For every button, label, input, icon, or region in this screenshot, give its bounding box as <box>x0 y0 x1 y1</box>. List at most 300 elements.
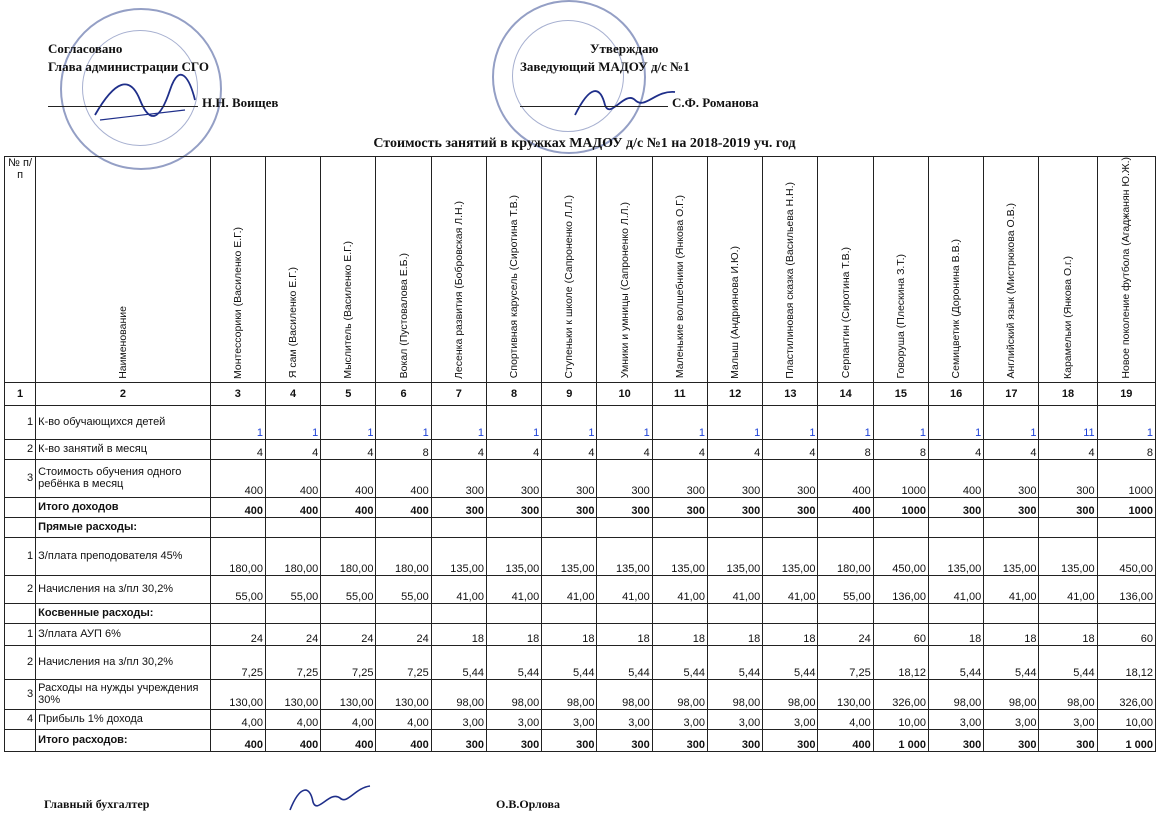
value-cell: 24 <box>265 623 320 645</box>
value-cell: 55,00 <box>265 575 320 603</box>
value-cell <box>210 517 265 537</box>
approval-block-right <box>520 40 759 112</box>
value-cell <box>652 517 707 537</box>
value-cell: 130,00 <box>210 679 265 709</box>
col-header-3 <box>210 157 265 383</box>
col-header-14 <box>818 157 873 383</box>
value-cell: 136,00 <box>873 575 928 603</box>
value-cell: 300 <box>1039 729 1097 751</box>
value-cell: 400 <box>265 497 320 517</box>
value-cell <box>873 603 928 623</box>
row-name-cell: Стоимость обучения одного ребёнка в месяц <box>36 459 211 497</box>
value-cell: 98,00 <box>431 679 486 709</box>
value-cell: 300 <box>763 729 818 751</box>
value-cell: 300 <box>431 459 486 497</box>
col-header-5 <box>321 157 376 383</box>
col-header-text: Маленькие волшебники (Янкова О.Г.) <box>673 195 686 379</box>
value-cell: 1 <box>873 405 928 439</box>
col-header-13 <box>763 157 818 383</box>
value-cell <box>597 603 652 623</box>
table-row <box>5 709 1156 729</box>
table-row <box>5 459 1156 497</box>
value-cell: 7,25 <box>321 645 376 679</box>
col-header-text: Спортивная карусель (Сиротина Т.В.) <box>508 195 521 379</box>
table-row <box>5 729 1156 751</box>
agreed-label: Согласовано <box>48 41 123 56</box>
row-name-cell: К-во занятий в месяц <box>36 439 211 459</box>
value-cell <box>321 517 376 537</box>
value-cell: 4 <box>486 439 541 459</box>
value-cell: 1000 <box>873 497 928 517</box>
column-number-cell: 15 <box>873 382 928 405</box>
table-row <box>5 497 1156 517</box>
value-cell <box>486 517 541 537</box>
value-cell: 400 <box>321 497 376 517</box>
column-number-cell: 1 <box>5 382 36 405</box>
value-cell: 180,00 <box>210 537 265 575</box>
column-number-cell: 11 <box>652 382 707 405</box>
column-number-cell: 2 <box>36 382 211 405</box>
value-cell: 4 <box>542 439 597 459</box>
value-cell: 4,00 <box>376 709 431 729</box>
col-header-18 <box>1039 157 1097 383</box>
value-cell: 3,00 <box>1039 709 1097 729</box>
value-cell <box>984 603 1039 623</box>
value-cell: 300 <box>652 459 707 497</box>
col-header-text: Новое поколение футбола (Агаджанян Ю.Ж.) <box>1120 157 1133 379</box>
value-cell: 1000 <box>873 459 928 497</box>
value-cell: 98,00 <box>707 679 762 709</box>
value-cell: 41,00 <box>486 575 541 603</box>
value-cell: 400 <box>265 459 320 497</box>
value-cell: 300 <box>486 459 541 497</box>
value-cell: 4 <box>321 439 376 459</box>
agreed-position: Глава администрации СГО <box>48 59 209 74</box>
value-cell <box>763 603 818 623</box>
value-cell: 300 <box>542 459 597 497</box>
value-cell: 1000 <box>1097 497 1155 517</box>
value-cell: 8 <box>873 439 928 459</box>
value-cell: 4,00 <box>321 709 376 729</box>
value-cell: 300 <box>1039 497 1097 517</box>
value-cell: 450,00 <box>873 537 928 575</box>
column-number-cell: 10 <box>597 382 652 405</box>
value-cell <box>431 603 486 623</box>
value-cell: 41,00 <box>707 575 762 603</box>
value-cell <box>431 517 486 537</box>
row-name-cell: Косвенные расходы: <box>36 603 211 623</box>
value-cell: 300 <box>763 459 818 497</box>
value-cell: 5,44 <box>707 645 762 679</box>
value-cell: 300 <box>984 729 1039 751</box>
value-cell: 1 <box>763 405 818 439</box>
value-cell: 98,00 <box>1039 679 1097 709</box>
value-cell: 18 <box>542 623 597 645</box>
value-cell: 1 <box>984 405 1039 439</box>
value-cell: 4 <box>1039 439 1097 459</box>
value-cell: 135,00 <box>486 537 541 575</box>
approval-block-left <box>48 40 278 112</box>
row-name-cell: З/плата преподователя 45% <box>36 537 211 575</box>
value-cell: 7,25 <box>818 645 873 679</box>
table-row <box>5 537 1156 575</box>
value-cell: 4 <box>597 439 652 459</box>
table-row <box>5 575 1156 603</box>
col-header-15 <box>873 157 928 383</box>
value-cell: 18 <box>984 623 1039 645</box>
approve-label: Утверждаю <box>590 41 659 56</box>
column-number-cell: 16 <box>928 382 983 405</box>
signature-line-left <box>48 106 198 107</box>
table-row <box>5 679 1156 709</box>
value-cell: 18 <box>652 623 707 645</box>
value-cell: 7,25 <box>376 645 431 679</box>
col-header-text: Серпантин (Сиротина Т.В.) <box>839 247 852 379</box>
value-cell: 300 <box>652 497 707 517</box>
column-number-cell: 19 <box>1097 382 1155 405</box>
col-header-17 <box>984 157 1039 383</box>
column-number-cell: 5 <box>321 382 376 405</box>
value-cell: 1 <box>486 405 541 439</box>
value-cell: 135,00 <box>1039 537 1097 575</box>
value-cell: 98,00 <box>928 679 983 709</box>
value-cell: 24 <box>210 623 265 645</box>
row-name-cell: Расходы на нужды учреждения 30% <box>36 679 211 709</box>
value-cell: 130,00 <box>321 679 376 709</box>
value-cell: 3,00 <box>928 709 983 729</box>
value-cell: 7,25 <box>210 645 265 679</box>
value-cell: 300 <box>431 729 486 751</box>
value-cell <box>597 517 652 537</box>
row-index-cell: 3 <box>5 679 36 709</box>
value-cell: 4 <box>928 439 983 459</box>
value-cell: 400 <box>210 497 265 517</box>
value-cell: 98,00 <box>597 679 652 709</box>
value-cell: 4 <box>210 439 265 459</box>
row-name-cell: Начисления на з/пл 30,2% <box>36 575 211 603</box>
value-cell: 1 <box>818 405 873 439</box>
value-cell: 41,00 <box>928 575 983 603</box>
value-cell: 98,00 <box>763 679 818 709</box>
value-cell: 1 <box>431 405 486 439</box>
col-header-10 <box>597 157 652 383</box>
value-cell: 10,00 <box>873 709 928 729</box>
value-cell: 300 <box>928 497 983 517</box>
value-cell: 1 <box>928 405 983 439</box>
value-cell: 5,44 <box>984 645 1039 679</box>
col-header-text: Карамельки (Янкова О.г.) <box>1062 255 1075 379</box>
value-cell: 4 <box>707 439 762 459</box>
value-cell: 300 <box>542 497 597 517</box>
value-cell <box>818 517 873 537</box>
value-cell: 180,00 <box>818 537 873 575</box>
value-cell: 24 <box>818 623 873 645</box>
value-cell <box>763 517 818 537</box>
column-number-cell: 18 <box>1039 382 1097 405</box>
value-cell: 55,00 <box>321 575 376 603</box>
table-numbering-row <box>5 382 1156 405</box>
value-cell: 5,44 <box>763 645 818 679</box>
table-row <box>5 623 1156 645</box>
value-cell: 135,00 <box>984 537 1039 575</box>
value-cell: 8 <box>1097 439 1155 459</box>
value-cell: 300 <box>1039 459 1097 497</box>
value-cell: 300 <box>486 497 541 517</box>
value-cell: 130,00 <box>818 679 873 709</box>
signature-line-right <box>520 106 668 107</box>
col-header-text: Лесенка развития (Бобровская Л.Н.) <box>452 200 465 379</box>
row-name-cell: Прибыль 1% дохода <box>36 709 211 729</box>
agreed-name: Н.Н. Воищев <box>202 95 279 110</box>
value-cell <box>818 603 873 623</box>
value-cell: 41,00 <box>1039 575 1097 603</box>
value-cell: 1 <box>376 405 431 439</box>
column-number-cell: 13 <box>763 382 818 405</box>
value-cell: 1 <box>265 405 320 439</box>
value-cell: 7,25 <box>265 645 320 679</box>
column-number-cell: 9 <box>542 382 597 405</box>
value-cell <box>376 603 431 623</box>
value-cell: 98,00 <box>652 679 707 709</box>
row-index-cell: 1 <box>5 405 36 439</box>
col-header-name <box>36 157 211 383</box>
col-header-text: Монтессорики (Василенко Е.Г.) <box>231 226 244 379</box>
value-cell: 5,44 <box>597 645 652 679</box>
value-cell: 300 <box>707 729 762 751</box>
value-cell: 130,00 <box>376 679 431 709</box>
value-cell <box>542 603 597 623</box>
value-cell: 136,00 <box>1097 575 1155 603</box>
value-cell: 5,44 <box>1039 645 1097 679</box>
value-cell: 5,44 <box>431 645 486 679</box>
value-cell: 55,00 <box>210 575 265 603</box>
col-header-text: Английский язык (Мистрюкова О.В.) <box>1005 203 1018 379</box>
value-cell: 18 <box>928 623 983 645</box>
value-cell: 24 <box>376 623 431 645</box>
value-cell: 1000 <box>1097 459 1155 497</box>
value-cell: 135,00 <box>652 537 707 575</box>
value-cell: 4,00 <box>210 709 265 729</box>
value-cell: 5,44 <box>652 645 707 679</box>
col-header-12 <box>707 157 762 383</box>
value-cell: 1 <box>321 405 376 439</box>
value-cell <box>984 517 1039 537</box>
column-number-cell: 8 <box>486 382 541 405</box>
value-cell <box>1097 603 1155 623</box>
value-cell: 55,00 <box>818 575 873 603</box>
row-name-cell: Итого доходов <box>36 497 211 517</box>
value-cell <box>707 603 762 623</box>
table-header-row <box>5 157 1156 383</box>
col-header-text: Умники и умницы (Сапроненко Л.Л.) <box>618 202 631 379</box>
value-cell: 180,00 <box>265 537 320 575</box>
table-row <box>5 517 1156 537</box>
value-cell: 4 <box>984 439 1039 459</box>
value-cell: 4 <box>652 439 707 459</box>
table-row <box>5 405 1156 439</box>
value-cell: 400 <box>818 729 873 751</box>
value-cell: 1 <box>1097 405 1155 439</box>
row-name-cell: Итого расходов: <box>36 729 211 751</box>
value-cell: 135,00 <box>707 537 762 575</box>
value-cell: 1 000 <box>1097 729 1155 751</box>
value-cell <box>1039 517 1097 537</box>
value-cell <box>707 517 762 537</box>
cost-table <box>4 156 1156 752</box>
value-cell: 10,00 <box>1097 709 1155 729</box>
value-cell: 98,00 <box>984 679 1039 709</box>
value-cell: 326,00 <box>1097 679 1155 709</box>
row-index-cell <box>5 497 36 517</box>
value-cell: 4,00 <box>818 709 873 729</box>
table-row <box>5 645 1156 679</box>
value-cell: 300 <box>597 459 652 497</box>
col-header-text: Я сам (Василенко Е.Г.) <box>287 267 300 379</box>
value-cell: 400 <box>376 497 431 517</box>
col-header-text: Ступеньки к школе (Сапроненко Л.Л.) <box>563 195 576 379</box>
value-cell <box>486 603 541 623</box>
value-cell: 1 <box>707 405 762 439</box>
value-cell <box>210 603 265 623</box>
value-cell: 1 <box>542 405 597 439</box>
value-cell <box>265 517 320 537</box>
value-cell: 300 <box>431 497 486 517</box>
col-header-text: Семицветик (Доронина В.В.) <box>950 239 963 379</box>
value-cell: 450,00 <box>1097 537 1155 575</box>
chief-accountant-name: О.В.Орлова <box>496 797 560 811</box>
value-cell: 98,00 <box>486 679 541 709</box>
value-cell: 180,00 <box>321 537 376 575</box>
col-header-9 <box>542 157 597 383</box>
value-cell: 1 000 <box>873 729 928 751</box>
row-name-cell: Прямые расходы: <box>36 517 211 537</box>
value-cell: 300 <box>597 729 652 751</box>
col-header-no: № п/п <box>5 157 36 383</box>
document-title: Стоимость занятий в кружках МАДОУ д/с №1 на 2018-2019 уч. год <box>373 136 796 151</box>
value-cell: 4 <box>265 439 320 459</box>
value-cell: 55,00 <box>376 575 431 603</box>
column-number-cell: 6 <box>376 382 431 405</box>
value-cell: 24 <box>321 623 376 645</box>
value-cell: 300 <box>486 729 541 751</box>
value-cell: 135,00 <box>928 537 983 575</box>
column-number-cell: 17 <box>984 382 1039 405</box>
row-name-cell: Начисления на з/пл 30,2% <box>36 645 211 679</box>
value-cell: 1 <box>597 405 652 439</box>
chief-accountant-label: Главный бухгалтер <box>44 797 150 811</box>
value-cell: 300 <box>984 459 1039 497</box>
value-cell: 41,00 <box>597 575 652 603</box>
value-cell <box>321 603 376 623</box>
row-index-cell: 1 <box>5 537 36 575</box>
value-cell: 18 <box>431 623 486 645</box>
value-cell: 400 <box>818 459 873 497</box>
col-header-text: Говоруша (Плескина З.Т.) <box>894 254 907 379</box>
value-cell: 41,00 <box>763 575 818 603</box>
value-cell: 41,00 <box>652 575 707 603</box>
value-cell: 60 <box>873 623 928 645</box>
col-header-8 <box>486 157 541 383</box>
row-index-cell: 2 <box>5 645 36 679</box>
value-cell: 400 <box>321 729 376 751</box>
value-cell: 1 <box>652 405 707 439</box>
value-cell: 5,44 <box>486 645 541 679</box>
value-cell: 8 <box>376 439 431 459</box>
value-cell: 8 <box>818 439 873 459</box>
value-cell: 300 <box>707 459 762 497</box>
value-cell: 3,00 <box>707 709 762 729</box>
col-header-4 <box>265 157 320 383</box>
value-cell: 400 <box>321 459 376 497</box>
value-cell: 135,00 <box>597 537 652 575</box>
value-cell: 5,44 <box>542 645 597 679</box>
value-cell: 400 <box>818 497 873 517</box>
row-index-cell: 4 <box>5 709 36 729</box>
value-cell: 5,44 <box>928 645 983 679</box>
value-cell: 400 <box>928 459 983 497</box>
value-cell: 3,00 <box>542 709 597 729</box>
value-cell: 135,00 <box>763 537 818 575</box>
value-cell: 300 <box>542 729 597 751</box>
value-cell: 11 <box>1039 405 1097 439</box>
value-cell <box>928 603 983 623</box>
value-cell: 300 <box>597 497 652 517</box>
row-index-cell: 2 <box>5 439 36 459</box>
approve-position: Заведующий МАДОУ д/с №1 <box>520 59 690 74</box>
value-cell <box>652 603 707 623</box>
row-index-cell <box>5 517 36 537</box>
value-cell: 135,00 <box>431 537 486 575</box>
col-header-text: Вокал (Пустовалова Е.Б.) <box>397 253 410 379</box>
value-cell: 135,00 <box>542 537 597 575</box>
value-cell <box>376 517 431 537</box>
value-cell: 41,00 <box>542 575 597 603</box>
value-cell: 18 <box>1039 623 1097 645</box>
row-index-cell: 2 <box>5 575 36 603</box>
value-cell: 180,00 <box>376 537 431 575</box>
value-cell: 4 <box>763 439 818 459</box>
value-cell: 400 <box>265 729 320 751</box>
value-cell: 3,00 <box>597 709 652 729</box>
value-cell: 3,00 <box>763 709 818 729</box>
value-cell: 300 <box>984 497 1039 517</box>
value-cell <box>1039 603 1097 623</box>
col-header-text: Малыш (Андриянова И.Ю.) <box>729 245 742 379</box>
value-cell: 3,00 <box>652 709 707 729</box>
value-cell: 18 <box>707 623 762 645</box>
approve-name: С.Ф. Романова <box>672 95 759 110</box>
value-cell: 4 <box>431 439 486 459</box>
col-header-7 <box>431 157 486 383</box>
value-cell: 41,00 <box>984 575 1039 603</box>
value-cell: 41,00 <box>431 575 486 603</box>
col-header-text: Мыслитель (Василенко Е.Г.) <box>342 240 355 379</box>
col-header-11 <box>652 157 707 383</box>
value-cell <box>1097 517 1155 537</box>
col-header-6 <box>376 157 431 383</box>
column-number-cell: 14 <box>818 382 873 405</box>
column-number-cell: 12 <box>707 382 762 405</box>
column-number-cell: 7 <box>431 382 486 405</box>
value-cell: 130,00 <box>265 679 320 709</box>
value-cell: 18 <box>486 623 541 645</box>
value-cell: 300 <box>928 729 983 751</box>
value-cell: 300 <box>763 497 818 517</box>
value-cell: 3,00 <box>486 709 541 729</box>
table-row <box>5 603 1156 623</box>
value-cell: 400 <box>210 459 265 497</box>
value-cell: 3,00 <box>984 709 1039 729</box>
